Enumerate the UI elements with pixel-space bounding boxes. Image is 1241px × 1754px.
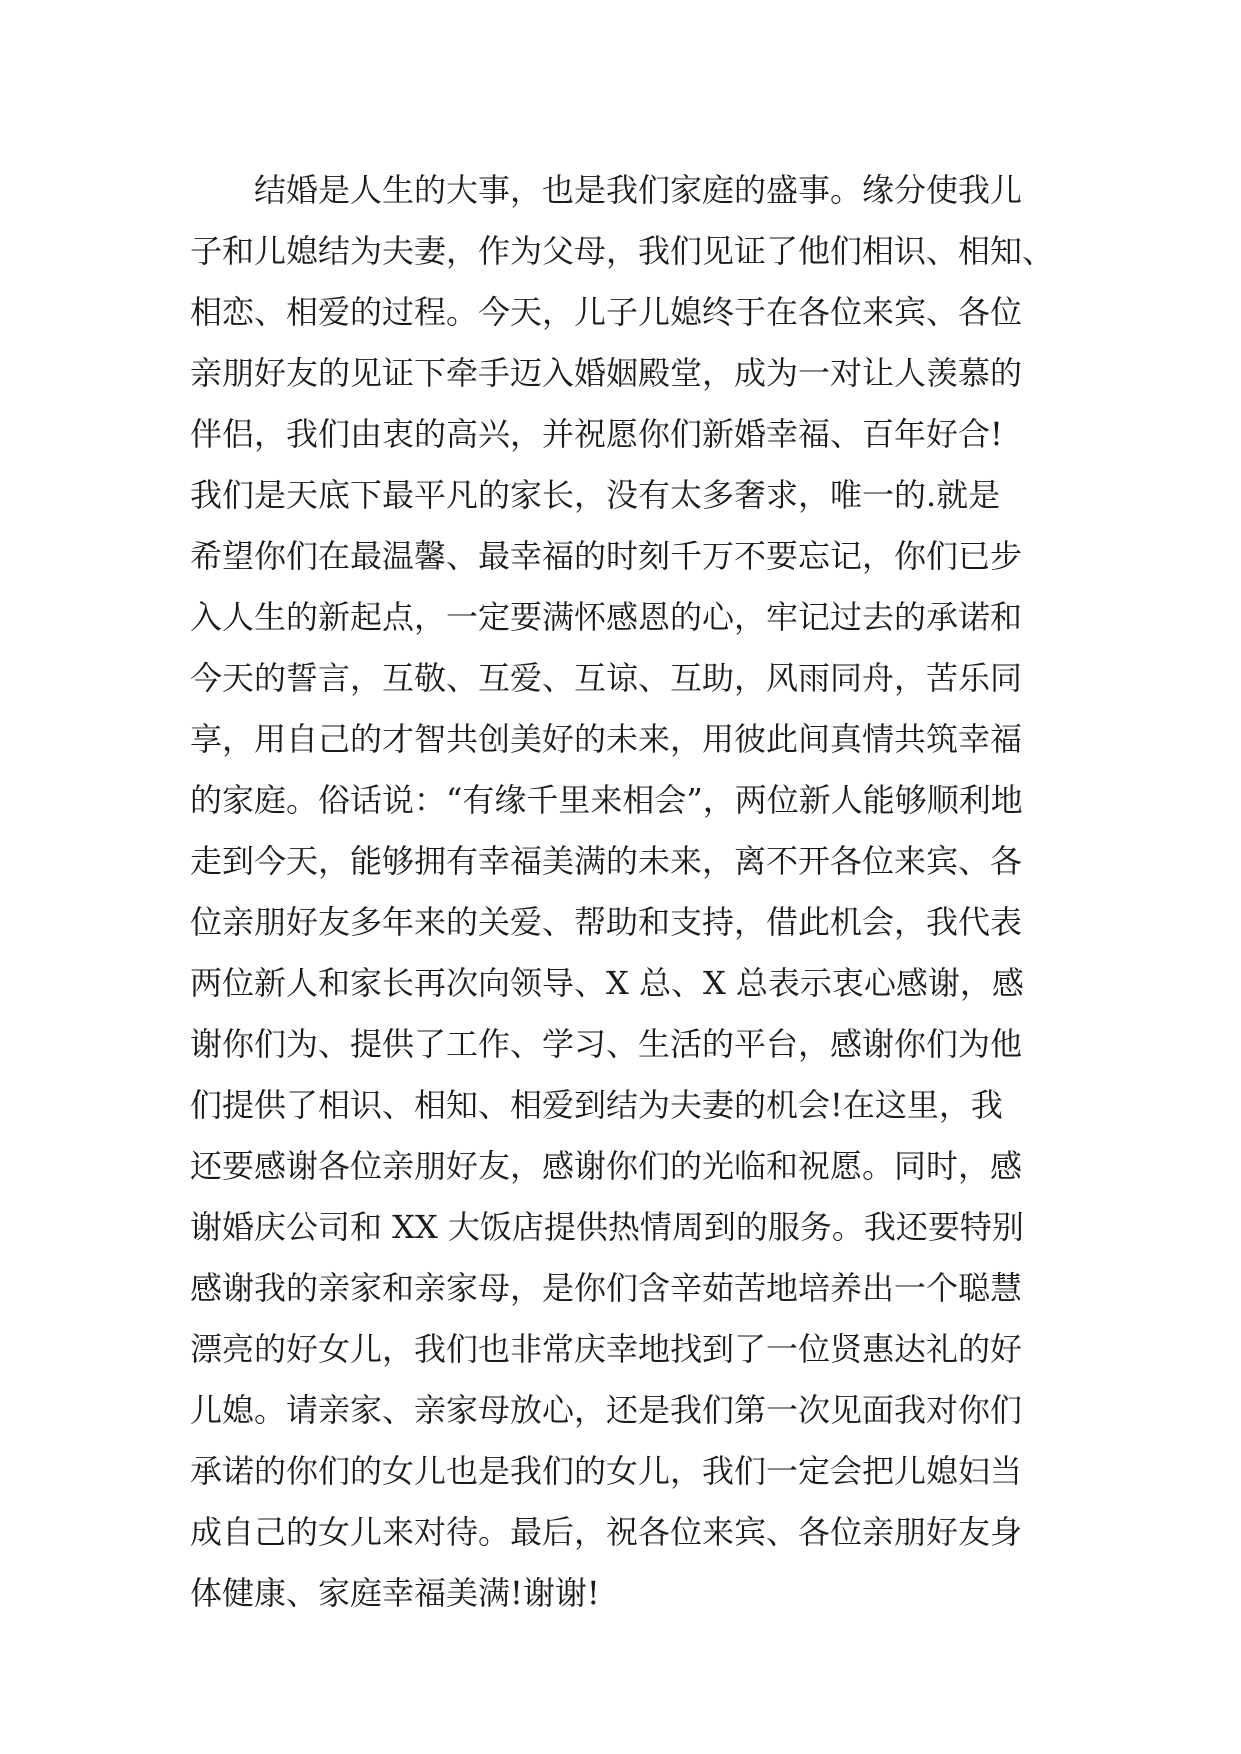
text-line-21: 儿媳。请亲家、亲家母放心，还是我们第一次见面我对你们 — [190, 1391, 1023, 1429]
text-line-2: 子和儿媳结为夫妻，作为父母，我们见证了他们相识、相知、 — [190, 232, 1055, 270]
text-line-7: 希望你们在最温馨、最幸福的时刻千万不要忘记，你们已步 — [190, 537, 1023, 575]
speech-paragraph — [190, 160, 1055, 1624]
text-line-24: 体健康、家庭幸福美满!谢谢! — [190, 1574, 600, 1612]
text-line-16: 们提供了相识、相知、相爱到结为夫妻的机会!在这里，我 — [190, 1086, 1003, 1124]
text-line-6: 我们是天底下最平凡的家长，没有太多奢求，唯一的.就是 — [190, 476, 1001, 514]
text-line-19: 感谢我的亲家和亲家母，是你们含辛茹苦地培养出一个聪慧 — [190, 1269, 1023, 1307]
text-line-18: 谢婚庆公司和 XX 大饭店提供热情周到的服务。我还要特别 — [190, 1208, 1024, 1246]
text-line-8: 入人生的新起点，一定要满怀感恩的心，牢记过去的承诺和 — [190, 598, 1023, 636]
text-line-17: 还要感谢各位亲朋好友，感谢你们的光临和祝愿。同时，感 — [190, 1147, 1023, 1185]
text-line-15: 谢你们为、提供了工作、学习、生活的平台，感谢你们为他 — [190, 1025, 1023, 1063]
text-line-4: 亲朋好友的见证下牵手迈入婚姻殿堂，成为一对让人羡慕的 — [190, 354, 1023, 392]
text-line-9: 今天的誓言，互敬、互爱、互谅、互助，风雨同舟，苦乐同 — [190, 659, 1023, 697]
text-line-11: 的家庭。俗话说：“有缘千里来相会”，两位新人能够顺利地 — [190, 781, 1023, 819]
text-line-22: 承诺的你们的女儿也是我们的女儿，我们一定会把儿媳妇当 — [190, 1452, 1023, 1490]
text-line-13: 位亲朋好友多年来的关爱、帮助和支持，借此机会，我代表 — [190, 903, 1023, 941]
text-line-5: 伴侣，我们由衷的高兴，并祝愿你们新婚幸福、百年好合! — [190, 415, 1003, 453]
text-line-12: 走到今天，能够拥有幸福美满的未来，离不开各位来宾、各 — [190, 842, 1023, 880]
text-line-20: 漂亮的好女儿，我们也非常庆幸地找到了一位贤惠达礼的好 — [190, 1330, 1023, 1368]
text-line-1: 结婚是人生的大事，也是我们家庭的盛事。缘分使我儿 — [254, 171, 1023, 209]
text-line-3: 相恋、相爱的过程。今天，儿子儿媳终于在各位来宾、各位 — [190, 293, 1023, 331]
text-line-10: 享，用自己的才智共创美好的未来，用彼此间真情共筑幸福 — [190, 720, 1023, 758]
text-line-14: 两位新人和家长再次向领导、X 总、X 总表示衷心感谢，感 — [190, 964, 1024, 1002]
text-line-23: 成自己的女儿来对待。最后，祝各位来宾、各位亲朋好友身 — [190, 1513, 1023, 1551]
